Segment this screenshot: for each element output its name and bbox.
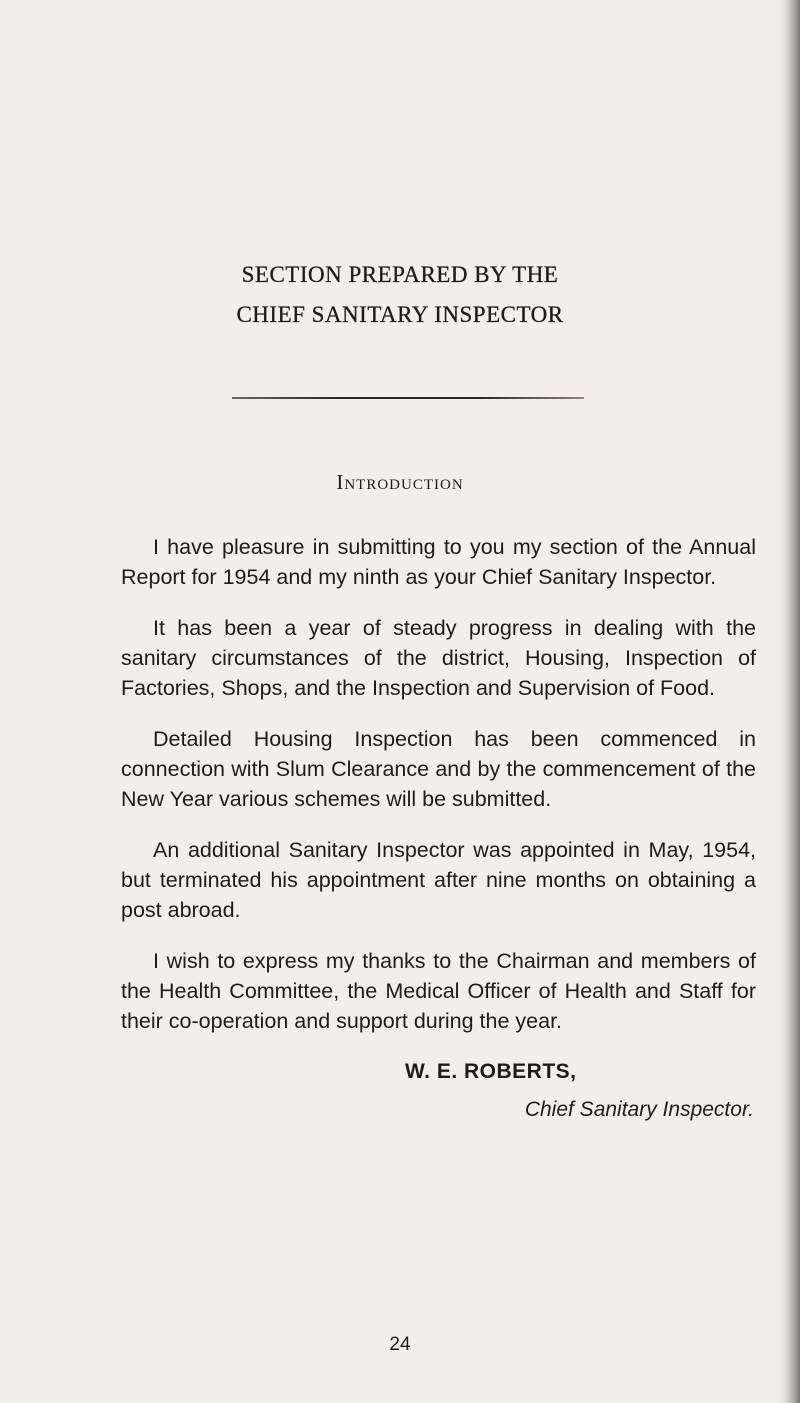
signature-title: Chief Sanitary Inspector. [524,1098,754,1121]
page-number: 24 [389,1334,411,1355]
section-title-line-2: CHIEF SANITARY INSPECTOR [236,302,564,327]
paragraph-3: Detailed Housing Inspection has been commenced in connection with Slum Clearance and by the commencement of the New Year various schemes will be submitted. [121,727,756,811]
paragraph-4: An additional Sanitary Inspector was appointed in May, 1954, but terminated his appointment after nine months on obtaining a post abroad. [121,838,756,922]
signature-name: W. E. ROBERTS, [405,1060,577,1083]
section-title [0,255,800,335]
paragraph-1: I have pleasure in submitting to you my section of the Annual Report for 1954 and my ninth as your Chief Sanitary Inspector. [121,535,756,589]
paragraph-2: It has been a year of steady progress in dealing with the sanitary circumstances of the district, Housing, Inspection of Factories, Shops, and the Inspection and Supervision of Food. [121,616,756,700]
section-title-line-1: SECTION PREPARED BY THE [241,262,559,287]
introduction-heading: Introduction [336,470,464,494]
horizontal-rule [232,397,584,399]
page-edge-shadow [778,0,800,1403]
body-text [121,532,756,1057]
paragraph-5: I wish to express my thanks to the Chairman and members of the Health Committee, the Medical Officer of Health and Staff for their co-operation and support during the year. [121,949,756,1033]
